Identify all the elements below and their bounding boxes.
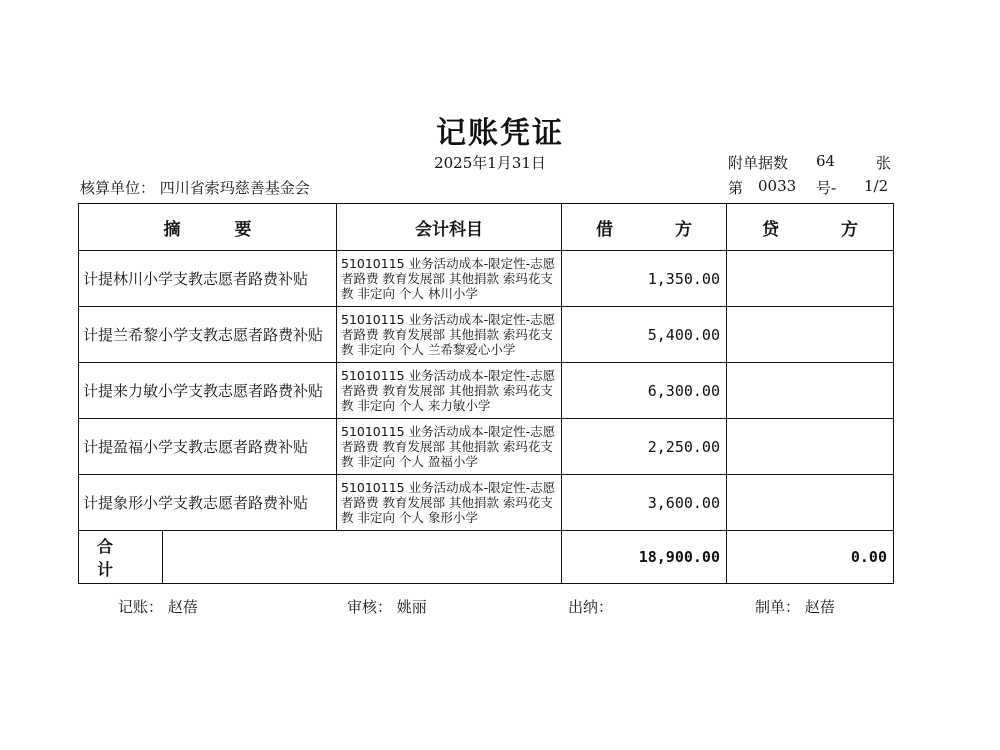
- row-credit: [727, 307, 894, 363]
- row-summary: 计提象形小学支教志愿者路费补贴: [79, 475, 337, 531]
- row-credit: [727, 419, 894, 475]
- organization-line: 核算单位： 四川省索玛慈善基金会: [80, 179, 310, 197]
- table-header-row: [79, 204, 894, 251]
- row-debit: 3,600.00: [562, 475, 727, 531]
- column-header-account: 会计科目: [337, 204, 562, 251]
- row-account: 51010115 业务活动成本-限定性-志愿者路费 教育发展部 其他捐款 索玛花支教 非定向 个人 象形小学: [337, 475, 562, 531]
- row-debit: 1,350.00: [562, 251, 727, 307]
- table-row: [79, 475, 894, 531]
- voucher-number: 0033: [758, 177, 797, 195]
- column-header-credit: 贷 方: [727, 204, 894, 251]
- row-debit: 2,250.00: [562, 419, 727, 475]
- bookkeeper-signature: 记账： 赵蓓: [118, 598, 198, 616]
- voucher-label: 第: [728, 179, 744, 197]
- number-label: 号-: [816, 179, 837, 197]
- attachments-unit: 张: [876, 154, 892, 172]
- attachments-count: 64: [816, 152, 836, 170]
- auditor-signature: 审核： 姚丽: [347, 598, 427, 616]
- table-row: [79, 419, 894, 475]
- total-label: 合 计: [79, 531, 163, 583]
- cashier-signature: 出纳：: [568, 598, 614, 616]
- row-account: 51010115 业务活动成本-限定性-志愿者路费 教育发展部 其他捐款 索玛花支教 非定向 个人 林川小学: [337, 251, 562, 307]
- total-credit: 0.00: [727, 531, 894, 584]
- row-debit: 5,400.00: [562, 307, 727, 363]
- total-row: [79, 531, 894, 584]
- row-credit: [727, 475, 894, 531]
- row-summary: 计提兰希黎小学支教志愿者路费补贴: [79, 307, 337, 363]
- row-credit: [727, 251, 894, 307]
- row-summary: 计提林川小学支教志愿者路费补贴: [79, 251, 337, 307]
- attachments-label: 附单据数: [728, 154, 789, 172]
- row-summary: 计提来力敏小学支教志愿者路费补贴: [79, 363, 337, 419]
- column-header-summary: 摘 要: [79, 204, 337, 251]
- voucher-date: 2025年1月31日: [434, 154, 546, 172]
- column-header-debit: 借 方: [562, 204, 727, 251]
- voucher-title: 记账凭证: [436, 116, 564, 151]
- total-label-cell: [79, 531, 562, 584]
- row-account: 51010115 业务活动成本-限定性-志愿者路费 教育发展部 其他捐款 索玛花支教 非定向 个人 来力敏小学: [337, 363, 562, 419]
- page-indicator: 1/2: [864, 177, 889, 195]
- row-account: 51010115 业务活动成本-限定性-志愿者路费 教育发展部 其他捐款 索玛花支教 非定向 个人 兰希黎爱心小学: [337, 307, 562, 363]
- total-debit: 18,900.00: [562, 531, 727, 584]
- row-debit: 6,300.00: [562, 363, 727, 419]
- total-blank: [163, 531, 561, 583]
- row-credit: [727, 363, 894, 419]
- preparer-signature: 制单： 赵蓓: [755, 598, 835, 616]
- voucher-table: [78, 203, 894, 584]
- table-row: [79, 307, 894, 363]
- row-account: 51010115 业务活动成本-限定性-志愿者路费 教育发展部 其他捐款 索玛花支教 非定向 个人 盈福小学: [337, 419, 562, 475]
- table-row: [79, 251, 894, 307]
- row-summary: 计提盈福小学支教志愿者路费补贴: [79, 419, 337, 475]
- table-row: [79, 363, 894, 419]
